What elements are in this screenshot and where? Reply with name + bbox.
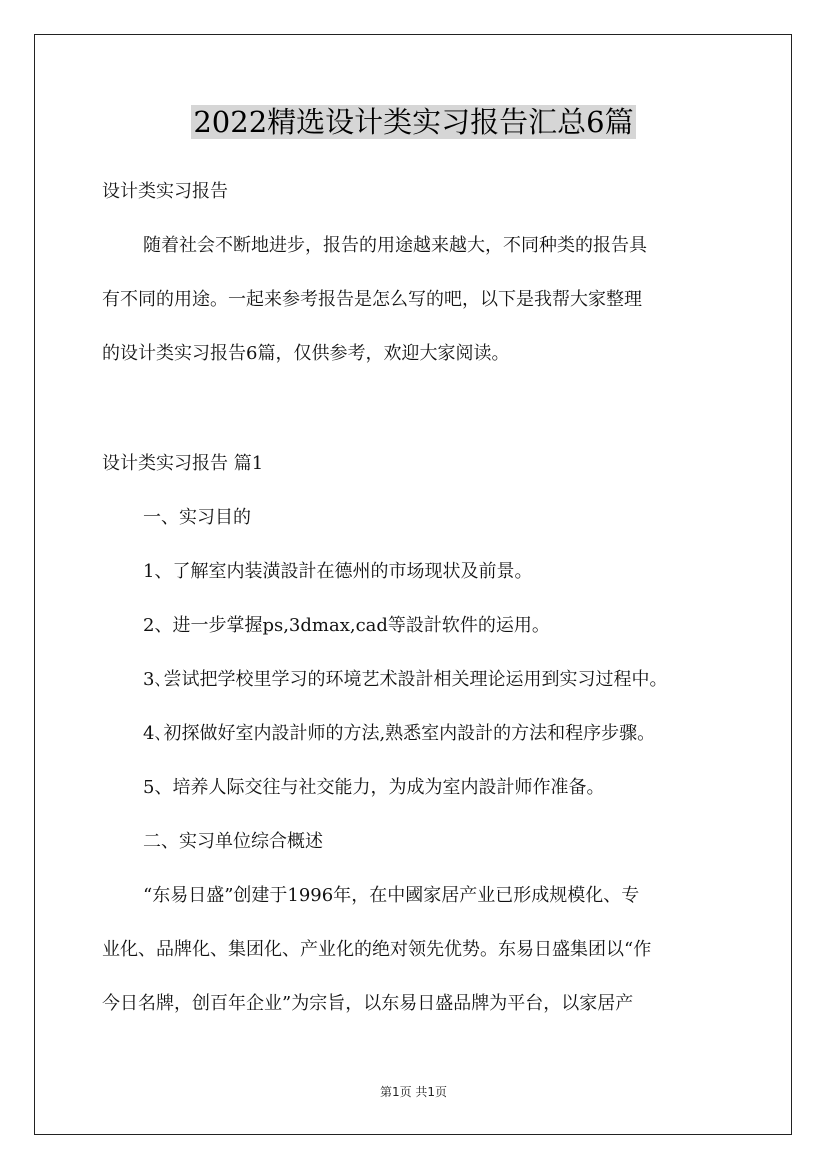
paragraph-line: 随着社会不断地进步，报告的用途越来越大，不同种类的报告具 [143,235,647,256]
list-item: 3､尝试把学校里学习的环境艺术設計相关理论运用到实习过程中。 [143,669,668,690]
paragraph-line: 业化、品牌化、集团化、产业化的绝对领先优势。东易日盛集团以“作 [102,939,652,960]
list-item: 5、培养人际交往与社交能力，为成为室内設計师作准备。 [143,777,605,798]
list-item: 2、进一步掌握ps,3dmax,cad等設計软件的运用。 [143,615,550,636]
document-title: 2022精选设计类实习报告汇总6篇 [193,105,634,139]
subsection-heading: 一、实习目的 [143,507,251,528]
paragraph-line: 有不同的用途。一起来参考报告是怎么写的吧，以下是我帮大家整理 [102,289,642,310]
subsection-heading: 二、实习单位综合概述 [143,831,323,852]
section-heading: 设计类实习报告 [102,181,228,202]
page-footer: 第1页 共1页 [379,1085,448,1099]
paragraph-line: 的设计类实习报告6篇，仅供参考，欢迎大家阅读。 [102,343,510,364]
list-item: 4､初探做好室内設計师的方法,熟悉室内設計的方法和程序步骤。 [143,723,656,744]
paragraph-line: “东易日盛”创建于1996年，在中國家居产业已形成规模化、专 [143,885,640,906]
section-heading: 设计类实习报告 篇1 [102,453,264,474]
list-item: 1、了解室内装潢設計在德州的市场现状及前景。 [143,561,533,582]
paragraph-line: 今日名牌，创百年企业”为宗旨，以东易日盛品牌为平台，以家居产 [102,993,634,1014]
